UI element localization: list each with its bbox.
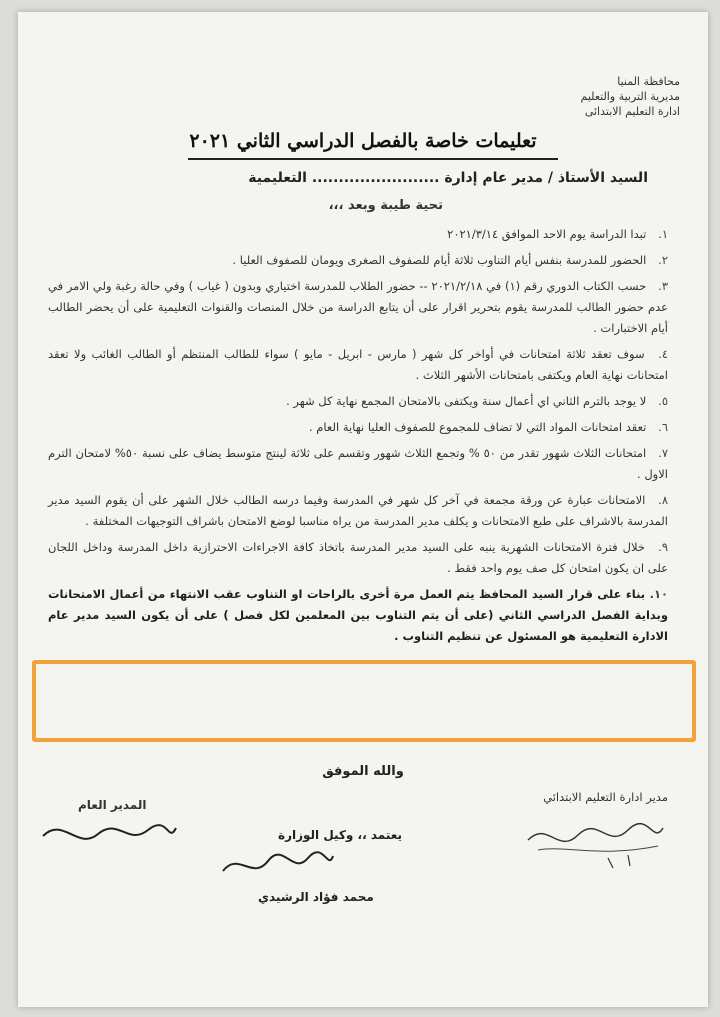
document-page	[18, 12, 708, 1007]
item-text: حسب الكتاب الدوري رقم (١) في ٢٠٢١/٢/١٨ -- حضور الطلاب للمدرسة اختياري وبدون ( غياب ) وفي حالة رغبة ولي الامر في عدم حضور الطالب للمدرسة يقوم بتحرير اقرار على أن يتابع الدراسة من خلال المنصات والقنوات التعليمية على أن يحضر الطالب أيام الاختبارات .	[48, 279, 668, 335]
title-underline	[188, 158, 558, 160]
undersecretary-signature-icon	[218, 846, 338, 886]
item-text: الامتحانات عبارة عن ورقة مجمعة في آخر كل شهر في المدرسة وفيما درسه الطالب خلال الشهر على أن يقوم السيد مدير المدرسة بالاشراف على طبع الامتحانات و يكلف مدير المدرسة من يراه مناسبا لوضع الامتحان باشراف التوجيهات المختلفة .	[48, 493, 668, 528]
item-text: لا يوجد بالترم الثاني اي أعمال سنة ويكتفى بالامتحان المجمع نهاية كل شهر .	[286, 394, 647, 408]
instruction-item	[48, 276, 668, 339]
item-number: ٢.	[658, 253, 668, 267]
item-text: خلال فترة الامتحانات الشهرية ينبه على السيد مدير المدرسة باتخاذ كافة الاجراءات الاحترازية داخل المدرسة وداخل اللجان على ان يكون امتحان كل صف يوم واحد فقط .	[48, 540, 668, 575]
instruction-item	[48, 391, 668, 412]
instruction-item	[48, 443, 668, 485]
signature-primary-director-title: مدير ادارة التعليم الابتدائي	[543, 790, 668, 804]
item-number: ١.	[658, 227, 668, 241]
highlight-box	[32, 660, 696, 742]
letterhead-governorate: محافظة المنيا	[617, 75, 680, 88]
letterhead	[520, 74, 680, 119]
instruction-item	[48, 344, 668, 386]
item-number: ٩.	[658, 540, 668, 554]
letterhead-administration: ادارة التعليم الابتدائى	[584, 105, 680, 118]
signature-general-director-title: المدير العام	[78, 798, 147, 812]
item-text: تعقد امتحانات المواد التي لا تضاف للمجموع للصفوف العليا نهاية العام .	[309, 420, 647, 434]
item-number: ٥.	[658, 394, 668, 408]
addressee-line: السيد الأستاذ / مدير عام إدارة ........................ التعليمية	[248, 170, 648, 186]
instruction-item	[48, 490, 668, 532]
item-text: سوف تعقد ثلاثة امتحانات في أواخر كل شهر ( مارس - ابريل - مايو ) سواء للطالب المنتظم أو الطالب الغائب ولا تعقد امتحانات نهاية العام ويكتفى بامتحانات الأشهر الثلاث .	[48, 347, 668, 382]
instruction-item	[48, 417, 668, 438]
instruction-item	[48, 250, 668, 271]
signature-undersecretary-title: يعتمد ،، وكيل الوزارة	[278, 828, 403, 842]
undersecretary-name: محمد فؤاد الرشيدي	[258, 890, 374, 904]
signature-general-director	[78, 798, 146, 812]
item-text: الحضور للمدرسة بنفس أيام التناوب ثلاثة أيام للصفوف الصغرى ويومان للصفوف العليا .	[232, 253, 647, 267]
item-number: ٤.	[658, 347, 669, 361]
item-text: بناء على قرار السيد المحافظ يتم العمل مرة أخرى بالراحات او التناوب عقب الانتهاء من أعمال الامتحانات وبداية الفصل الدراسي الثاني (على أن يتم التناوب بين المعلمين لكل فصل ) على أن يكون السيد مدير عام الادارة التعليمية هو المسئول عن تنظيم التناوب .	[48, 587, 668, 643]
instruction-item-highlighted	[48, 584, 668, 647]
item-text: امتحانات الثلاث شهور تقدر من ٥٠ % وتجمع الثلاث شهور وتقسم على ثلاثة لينتج متوسط يضاف على نسبة ٥٠% لامتحان الترم الاول .	[48, 446, 668, 481]
item-number: ١٠.	[649, 587, 668, 601]
letterhead-directorate: مديرية التربية والتعليم	[580, 90, 680, 103]
greeting-line: تحية طيبة وبعد ،،،	[328, 198, 443, 213]
signature-primary-director	[543, 790, 668, 804]
instruction-item	[48, 537, 668, 579]
item-number: ٦.	[658, 420, 668, 434]
item-number: ٨.	[658, 493, 668, 507]
instruction-item	[48, 224, 668, 245]
signature-undersecretary	[278, 828, 402, 842]
closing-line: والله الموفق	[322, 764, 404, 779]
document-title: تعليمات خاصة بالفصل الدراسي الثاني ٢٠٢١	[189, 130, 537, 152]
instruction-list	[48, 224, 668, 652]
item-text: تبدا الدراسة يوم الاحد الموافق ٢٠٢١/٣/١٤	[447, 227, 647, 241]
general-director-signature-icon	[38, 816, 178, 856]
handwritten-signature-icon	[518, 810, 668, 870]
item-number: ٧.	[658, 446, 669, 460]
item-number: ٣.	[658, 279, 669, 293]
